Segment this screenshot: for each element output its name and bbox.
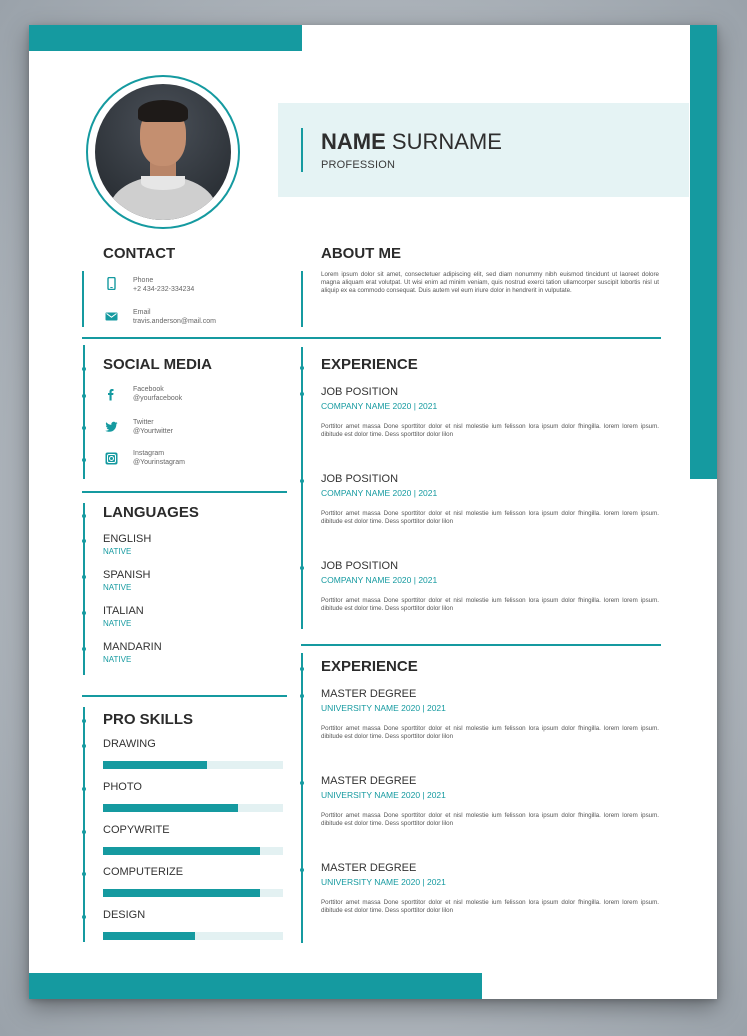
language-name: ITALIAN [103,605,144,617]
profile-photo-frame [86,75,240,229]
experience-title: EXPERIENCE [321,356,418,373]
twitter-icon [105,420,118,433]
education-title: EXPERIENCE [321,658,418,675]
skill-bar [103,847,283,855]
facebook-icon [105,388,118,401]
email-label: Email [133,309,151,316]
section-divider [82,337,661,339]
job-company: COMPANY NAME 2020 | 2021 [321,488,438,498]
skill-name: COPYWRITE [103,824,170,836]
education-description: Porttitor amet massa Done sporttitor dolor et nisl molestie ium felisson lora ipsum dolor fhingilla. lorem lorem ipsum. dibitude est dolor time. Dess sporttitor dolor lilon [321,725,659,740]
degree-title: MASTER DEGREE [321,862,417,874]
degree-title: MASTER DEGREE [321,688,417,700]
skill-bar [103,889,283,897]
skill-name: COMPUTERIZE [103,866,184,878]
languages-divider [82,695,287,697]
skill-name: DESIGN [103,909,146,921]
email-value: travis.anderson@mail.com [133,318,216,325]
experience-rail [301,347,303,629]
social-title: SOCIAL MEDIA [103,356,212,373]
contact-rail [82,271,84,327]
job-position: JOB POSITION [321,560,399,572]
profession: PROFESSION [321,159,396,171]
degree-title: MASTER DEGREE [321,775,417,787]
social-facebook-handle: @yourfacebook [133,395,183,402]
phone-icon [105,277,118,290]
skill-bar-fill [103,847,260,855]
job-position: JOB POSITION [321,473,399,485]
right-accent-bar [690,25,717,479]
language-level: NATIVE [103,547,132,556]
about-rail [301,271,303,327]
skill-bar [103,932,283,940]
contact-title: CONTACT [103,245,176,262]
job-position: JOB POSITION [321,386,399,398]
education-description: Porttitor amet massa Done sporttitor dolor et nisl molestie ium felisson lora ipsum dolor fhingilla. lorem lorem ipsum. dibitude est dolor time. Dess sporttitor dolor lilon [321,899,659,914]
social-twitter-label: Twitter [133,419,154,426]
about-text: Lorem ipsum dolor sit amet, consectetuer adipiscing elit, sed diam nonummy nibh euismod tincidunt ut laoreet dolore magna aliquam erat volutpat. Ut wisi enim ad minim veniam, quis nostrud exerci tation ullamcorper suscipit lobortis nisl ut aliquip ex ea commodo consequat. Duis autem vel eum iriure dolor in hendrerit in vulputate. [321,271,659,294]
skills-title: PRO SKILLS [103,711,194,728]
social-instagram-label: Instagram [133,450,165,457]
job-description: Porttitor amet massa Done sporttitor dolor et nisl molestie ium felisson lora ipsum dolor fhingilla. lorem lorem ipsum. dibitude est dolor time. Dess sporttitor dolor lilon [321,423,659,438]
skill-bar-fill [103,889,260,897]
about-title: ABOUT ME [321,245,401,262]
name-divider [301,128,303,172]
social-facebook-label: Facebook [133,386,164,393]
social-divider [82,491,287,493]
skill-name: PHOTO [103,781,142,793]
skill-bar-fill [103,804,238,812]
instagram-icon [105,452,118,465]
job-description: Porttitor amet massa Done sporttitor dolor et nisl molestie ium felisson lora ipsum dolor fhingilla. lorem lorem ipsum. dibitude est dolor time. Dess sporttitor dolor lilon [321,510,659,525]
last-name: SURNAME [391,129,502,154]
skill-bar-fill [103,761,207,769]
language-name: MANDARIN [103,641,162,653]
skill-bar [103,761,283,769]
social-twitter-handle: @Yourtwitter [133,428,173,435]
languages-title: LANGUAGES [103,504,199,521]
resume-page [29,25,717,999]
name-header [278,103,689,197]
full-name [321,129,502,155]
university-name: UNIVERSITY NAME 2020 | 2021 [321,790,446,800]
phone-value: +2 434-232-334234 [133,286,195,293]
language-name: ENGLISH [103,533,152,545]
profile-photo [95,84,231,220]
university-name: UNIVERSITY NAME 2020 | 2021 [321,703,446,713]
email-icon [105,310,118,323]
first-name: NAME [321,129,386,154]
skill-name: DRAWING [103,738,156,750]
job-company: COMPANY NAME 2020 | 2021 [321,575,438,585]
social-instagram-handle: @Yourinstagram [133,459,185,466]
language-level: NATIVE [103,583,132,592]
job-company: COMPANY NAME 2020 | 2021 [321,401,438,411]
university-name: UNIVERSITY NAME 2020 | 2021 [321,877,446,887]
phone-label: Phone [133,277,154,284]
skills-rail [83,707,85,942]
language-level: NATIVE [103,619,132,628]
job-description: Porttitor amet massa Done sporttitor dolor et nisl molestie ium felisson lora ipsum dolor fhingilla. lorem lorem ipsum. dibitude est dolor time. Dess sporttitor dolor lilon [321,597,659,612]
skill-bar-fill [103,932,195,940]
language-name: SPANISH [103,569,151,581]
language-level: NATIVE [103,655,132,664]
skill-bar [103,804,283,812]
education-description: Porttitor amet massa Done sporttitor dolor et nisl molestie ium felisson lora ipsum dolor fhingilla. lorem lorem ipsum. dibitude est dolor time. Dess sporttitor dolor lilon [321,812,659,827]
experience-divider [301,644,661,646]
bottom-accent-bar [29,973,482,999]
top-accent-bar [29,25,302,51]
